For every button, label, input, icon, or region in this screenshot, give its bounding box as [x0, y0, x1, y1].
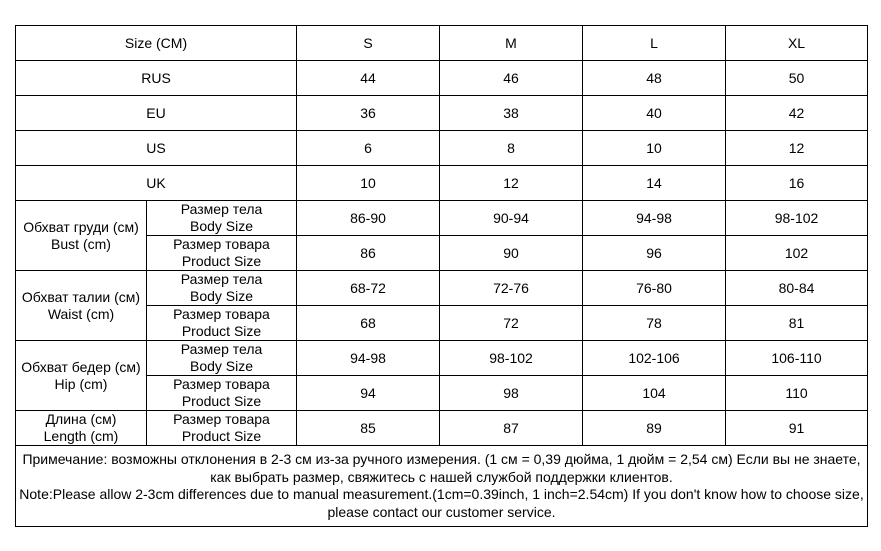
note-row [16, 446, 868, 527]
table-cell: 6 [297, 131, 440, 166]
label-ru: Обхват бедер (см) [21, 358, 141, 375]
row-label-length [16, 411, 147, 446]
table-cell: 104 [583, 376, 726, 411]
size-header-xl: XL [726, 26, 868, 61]
table-row [16, 61, 868, 96]
size-header-s: S [297, 26, 440, 61]
label-ru: Обхват талии (см) [21, 288, 141, 305]
sublabel-body-size [147, 341, 297, 376]
table-cell: 86-90 [297, 201, 440, 236]
table-row [16, 131, 868, 166]
sublabel-product-size [147, 411, 297, 446]
table-cell: 68-72 [297, 271, 440, 306]
table-cell: 94-98 [583, 201, 726, 236]
table-cell: 76-80 [583, 271, 726, 306]
row-label-hip [16, 341, 147, 411]
table-cell: 14 [583, 166, 726, 201]
table-cell: 102 [726, 236, 868, 271]
label-ru: Длина (см) [45, 411, 117, 427]
table-cell: 72-76 [440, 271, 583, 306]
label-en: Hip (cm) [54, 375, 108, 392]
row-label-waist [16, 271, 147, 341]
table-cell: 68 [297, 306, 440, 341]
table-cell: 42 [726, 96, 868, 131]
sublabel-ru: Размер тела [180, 271, 263, 287]
table-cell: 12 [440, 166, 583, 201]
sublabel-en: Body Size [189, 288, 254, 304]
row-label-us: US [16, 131, 297, 166]
label-en: Waist (cm) [47, 305, 115, 322]
table-cell: 8 [440, 131, 583, 166]
sublabel-body-size [147, 271, 297, 306]
table-cell: 86 [297, 236, 440, 271]
table-cell: 96 [583, 236, 726, 271]
table-cell: 10 [583, 131, 726, 166]
table-row [16, 96, 868, 131]
sublabel-product-size [147, 376, 297, 411]
note-line-en-1: Note:Please allow 2-3cm differences due to manual measurement.(1cm=0.39inch, 1 inch=2.54cm) If you don't know how to choose size, [19, 486, 864, 502]
sublabel-en: Product Size [181, 323, 262, 339]
label-en: Length (cm) [43, 428, 119, 444]
table-cell: 90 [440, 236, 583, 271]
table-cell: 98-102 [440, 341, 583, 376]
row-label-eu: EU [16, 96, 297, 131]
sublabel-ru: Размер тела [180, 201, 263, 217]
sublabel-ru: Размер товара [173, 411, 270, 427]
sublabel-ru: Размер товара [173, 306, 270, 322]
size-chart-table [15, 25, 868, 527]
table-cell: 38 [440, 96, 583, 131]
sublabel-en: Body Size [189, 218, 254, 234]
sublabel-body-size [147, 201, 297, 236]
table-cell: 98-102 [726, 201, 868, 236]
table-cell: 102-106 [583, 341, 726, 376]
table-cell: 78 [583, 306, 726, 341]
table-row [16, 271, 868, 306]
table-cell: 106-110 [726, 341, 868, 376]
size-header-label: Size (CM) [16, 26, 297, 61]
table-cell: 16 [726, 166, 868, 201]
table-cell: 80-84 [726, 271, 868, 306]
table-cell: 10 [297, 166, 440, 201]
table-cell: 40 [583, 96, 726, 131]
table-row [16, 201, 868, 236]
size-header-l: L [583, 26, 726, 61]
table-cell: 12 [726, 131, 868, 166]
table-cell: 87 [440, 411, 583, 446]
table-cell: 48 [583, 61, 726, 96]
table-cell: 110 [726, 376, 868, 411]
sublabel-en: Product Size [181, 253, 262, 269]
sublabel-product-size [147, 306, 297, 341]
sublabel-product-size [147, 236, 297, 271]
table-cell: 50 [726, 61, 868, 96]
table-cell: 98 [440, 376, 583, 411]
table-cell: 81 [726, 306, 868, 341]
header-row [16, 26, 868, 61]
sublabel-ru: Размер тела [180, 341, 263, 357]
note-text [16, 446, 868, 527]
table-row [16, 341, 868, 376]
sublabel-en: Body Size [189, 358, 254, 374]
table-cell: 94-98 [297, 341, 440, 376]
table-cell: 85 [297, 411, 440, 446]
table-cell: 94 [297, 376, 440, 411]
note-line-ru-1: Примечание: возможны отклонения в 2-3 см из-за ручного измерения. (1 см = 0,39 дюйма, 1 дюйм = 2,54 см) Если вы не знаете, [22, 451, 861, 467]
row-label-bust [16, 201, 147, 271]
sublabel-ru: Размер товара [173, 376, 270, 392]
table-cell: 89 [583, 411, 726, 446]
size-header-m: M [440, 26, 583, 61]
note-line-en-2: please contact our customer service. [327, 503, 556, 520]
row-label-rus: RUS [16, 61, 297, 96]
row-label-uk: UK [16, 166, 297, 201]
sublabel-ru: Размер товара [173, 236, 270, 252]
label-ru: Обхват груди (см) [23, 218, 139, 235]
table-cell: 91 [726, 411, 868, 446]
sublabel-en: Product Size [181, 393, 262, 409]
note-line-ru-2: как выбрать размер, свяжитесь с нашей службой поддержки клиентов. [210, 468, 673, 485]
table-row [16, 166, 868, 201]
table-cell: 36 [297, 96, 440, 131]
table-cell: 46 [440, 61, 583, 96]
table-cell: 72 [440, 306, 583, 341]
table-row [16, 411, 868, 446]
table-cell: 90-94 [440, 201, 583, 236]
label-en: Bust (cm) [51, 235, 111, 252]
table-cell: 44 [297, 61, 440, 96]
sublabel-en: Product Size [181, 428, 262, 444]
